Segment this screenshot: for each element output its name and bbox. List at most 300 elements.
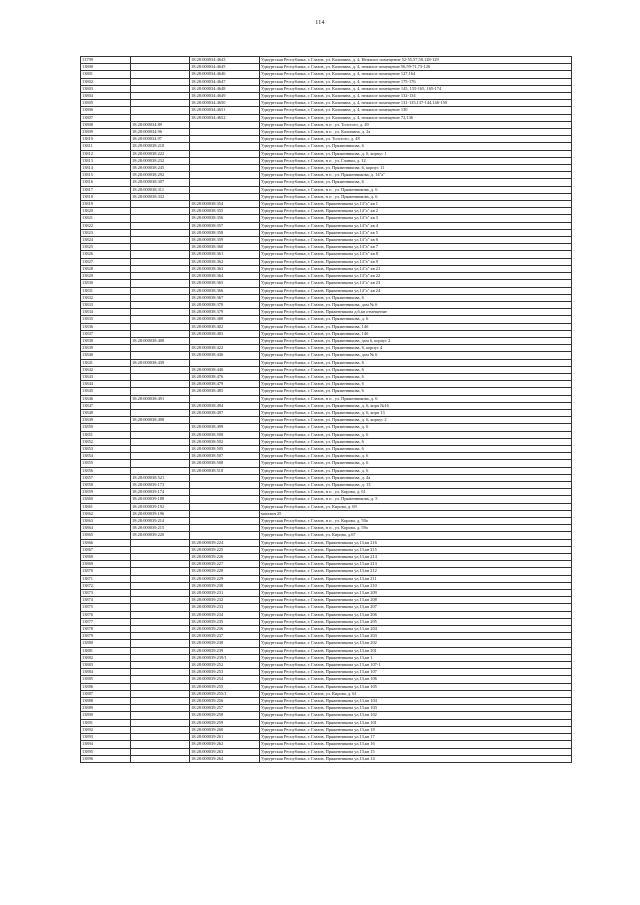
object-cadastral-number-cell — [190, 157, 260, 164]
land-cadastral-number-cell — [131, 453, 190, 460]
table-row — [81, 301, 572, 308]
table-row — [81, 467, 572, 474]
table-row — [81, 546, 572, 553]
object-cadastral-number-cell: 18:28:000038:494 — [190, 402, 260, 409]
object-cadastral-number-cell: 18:28:000039:253 — [190, 669, 260, 676]
table-row — [81, 172, 572, 179]
address-cell: Удмуртская Республика, г. Глазов, Пряженникова ул,13,кв 203 — [260, 633, 572, 640]
row-number-cell: 13811 — [81, 143, 131, 150]
land-cadastral-number-cell — [131, 316, 190, 323]
object-cadastral-number-cell: 18:28:000038:356 — [190, 215, 260, 222]
row-number-cell: 13816 — [81, 179, 131, 186]
object-cadastral-number-cell: 18:28:000038:497 — [190, 409, 260, 416]
object-cadastral-number-cell: 18:28:000038:365 — [190, 280, 260, 287]
address-cell: Удмуртская Республика, г. Глазов, ул. Калинина, д. 4, нежилое помещение 175-176 — [260, 78, 572, 85]
table-row — [81, 222, 572, 229]
object-cadastral-number-cell: 18:28:000039:255/1 — [190, 690, 260, 697]
row-number-cell: 13802 — [81, 78, 131, 85]
table-row — [81, 323, 572, 330]
table-row — [81, 273, 572, 280]
table-row — [81, 330, 572, 337]
address-cell: Удмуртская Республика, г. Глазов, Пряженникова ул,13,кв 215 — [260, 546, 572, 553]
table-row — [81, 143, 572, 150]
table-row — [81, 280, 572, 287]
row-number-cell: 13837 — [81, 330, 131, 337]
row-number-cell: 13870 — [81, 568, 131, 575]
land-cadastral-number-cell — [131, 460, 190, 467]
table-row — [81, 590, 572, 597]
land-cadastral-number-cell — [131, 381, 190, 388]
address-cell: Удмуртская Республика, г. Глазов, ул. Пряженникова, д. 6 — [260, 467, 572, 474]
row-number-cell: 13869 — [81, 561, 131, 568]
table-row — [81, 64, 572, 71]
object-cadastral-number-cell: 18:28:000038:357 — [190, 222, 260, 229]
object-cadastral-number-cell: 18:28:000039:257 — [190, 705, 260, 712]
land-cadastral-number-cell: 18:28:000039:196 — [131, 510, 190, 517]
table-row — [81, 201, 572, 208]
object-cadastral-number-cell: 18:28:000038:354 — [190, 201, 260, 208]
address-cell: Удмуртская Республика, г. Глазов, ул. Пряженникова, 6 — [260, 143, 572, 150]
object-cadastral-number-cell: 18:28:000039:261 — [190, 734, 260, 741]
row-number-cell: 13888 — [81, 698, 131, 705]
object-cadastral-number-cell: 18:28:000038:479 — [190, 381, 260, 388]
land-cadastral-number-cell — [131, 597, 190, 604]
address-cell: Удмуртская Республика, г. Глазов, Пряженникова ул,14"а" кв 23 — [260, 280, 572, 287]
land-cadastral-number-cell — [131, 698, 190, 705]
row-number-cell: 13863 — [81, 518, 131, 525]
object-cadastral-number-cell: 18:28:000039:256 — [190, 698, 260, 705]
object-cadastral-number-cell: 18:28:000038:507 — [190, 453, 260, 460]
address-cell: Удмуртская Республика, г. Глазов, ул. Пряженникова, 6 — [260, 179, 572, 186]
object-cadastral-number-cell — [190, 136, 260, 143]
object-cadastral-number-cell: 18:28:000039:226 — [190, 554, 260, 561]
object-cadastral-number-cell: 18:28:000038:355 — [190, 208, 260, 215]
object-cadastral-number-cell: 18:28:000034:4643 — [190, 57, 260, 64]
address-cell: Удмуртская Республика, г. Глазов, Пряженникова ул,13,кв 213 — [260, 561, 572, 568]
object-cadastral-number-cell: 18:28:000039:254 — [190, 676, 260, 683]
address-cell: Удмуртская Республика, г. Глазов, Пряженникова ул,14"а" кв 5 — [260, 229, 572, 236]
address-cell: Удмуртская Республика, г. Глазов, Пряженникова ул,14"а" кв 8 — [260, 251, 572, 258]
table-row — [81, 460, 572, 467]
row-number-cell: 13818 — [81, 193, 131, 200]
land-cadastral-number-cell — [131, 683, 190, 690]
table-row — [81, 229, 572, 236]
object-cadastral-number-cell: 18:28:000039:230 — [190, 582, 260, 589]
row-number-cell: 13852 — [81, 438, 131, 445]
land-cadastral-number-cell — [131, 726, 190, 733]
address-cell: Удмуртская Республика, г. Глазов, Пряженникова ул,13,кв 207 — [260, 604, 572, 611]
address-cell: Удмуртская Республика, г. Глазов, ул. Пряженникова, д. 6 — [260, 316, 572, 323]
land-cadastral-number-cell — [131, 734, 190, 741]
table-row — [81, 388, 572, 395]
address-cell: Удмуртская Республика, г. Глазов, Пряженникова ул,13,кв 208 — [260, 597, 572, 604]
object-cadastral-number-cell: 18:28:000038:500 — [190, 431, 260, 438]
object-cadastral-number-cell: 18:28:000038:403 — [190, 330, 260, 337]
land-cadastral-number-cell — [131, 388, 190, 395]
land-cadastral-number-cell — [131, 669, 190, 676]
address-cell: Удмуртская Республика, г. Глазов, Пряженникова ул,13,кв 202 — [260, 640, 572, 647]
object-cadastral-number-cell — [190, 489, 260, 496]
address-cell: Удмуртская Республика, г. Глазов, Пряженникова ул,13,кв 101 — [260, 719, 572, 726]
object-cadastral-number-cell: 18:28:000039:234 — [190, 611, 260, 618]
address-cell: Удмуртская Республика, г. Глазов, ул. Калинина, д. 4, нежилое помещение 131-135,137-144,146-150 — [260, 100, 572, 107]
object-cadastral-number-cell: 18:28:000038:380 — [190, 316, 260, 323]
row-number-cell: 13834 — [81, 309, 131, 316]
table-row — [81, 381, 572, 388]
address-cell: Удмуртская Республика, г. Глазов, ул. Пряженникова, 6 — [260, 366, 572, 373]
land-cadastral-number-cell — [131, 100, 190, 107]
object-cadastral-number-cell — [190, 417, 260, 424]
table-row — [81, 496, 572, 503]
row-number-cell: 13892 — [81, 726, 131, 733]
row-number-cell: 13846 — [81, 395, 131, 402]
address-cell: Удмуртская Республика, г. Глазов, Пряженникова ул,14"а" кв 24 — [260, 287, 572, 294]
land-cadastral-number-cell — [131, 690, 190, 697]
table-row — [81, 337, 572, 344]
table-row — [81, 431, 572, 438]
object-cadastral-number-cell — [190, 503, 260, 510]
object-cadastral-number-cell: 18:28:000034:4649 — [190, 93, 260, 100]
table-row — [81, 150, 572, 157]
row-number-cell: 13887 — [81, 690, 131, 697]
land-cadastral-number-cell: 18:28:000039:215 — [131, 525, 190, 532]
address-cell: Удмуртская Республика, г. Глазов, ул. Пряженникова, дом 6, корпус 2 — [260, 337, 572, 344]
table-row — [81, 85, 572, 92]
table-row — [81, 633, 572, 640]
object-cadastral-number-cell: 18:28:000039:237 — [190, 633, 260, 640]
address-cell: Удмуртская Республика, г. Глазов, н п , ул. Пряженникова, д. 6 — [260, 395, 572, 402]
object-cadastral-number-cell — [190, 337, 260, 344]
object-cadastral-number-cell: 18:28:000039:235 — [190, 618, 260, 625]
row-number-cell: 13867 — [81, 546, 131, 553]
object-cadastral-number-cell — [190, 474, 260, 481]
object-cadastral-number-cell — [190, 518, 260, 525]
address-cell: Удмуртская Республика, г. Глазов, н п , ул. Калинина, д. 2а — [260, 129, 572, 136]
land-cadastral-number-cell — [131, 604, 190, 611]
row-number-cell: 13884 — [81, 669, 131, 676]
address-cell: магазин 25 — [260, 510, 572, 517]
table-row — [81, 316, 572, 323]
land-cadastral-number-cell — [131, 107, 190, 114]
table-row — [81, 244, 572, 251]
address-cell: Удмуртская Республика, г. Глазов, Пряженникова ул,13,кв 210 — [260, 582, 572, 589]
row-number-cell: 13880 — [81, 640, 131, 647]
object-cadastral-number-cell: 18:28:000038:358 — [190, 229, 260, 236]
land-cadastral-number-cell: 18:28:000038:222 — [131, 150, 190, 157]
table-row — [81, 402, 572, 409]
land-cadastral-number-cell — [131, 626, 190, 633]
table-row — [81, 669, 572, 676]
table-row — [81, 114, 572, 121]
object-cadastral-number-cell: 18:28:000039:227 — [190, 561, 260, 568]
address-cell: Удмуртская Республика, г. Глазов, ул. Кирова, д. 61 — [260, 690, 572, 697]
land-cadastral-number-cell: 18:28:000038:332 — [131, 193, 190, 200]
address-cell: Удмуртская Республика, г. Глазов, ул. Пряженникова, 14б — [260, 330, 572, 337]
object-cadastral-number-cell — [190, 121, 260, 128]
table-row — [81, 417, 572, 424]
table-row — [81, 395, 572, 402]
row-number-cell: 13866 — [81, 539, 131, 546]
land-cadastral-number-cell: 18:28:000039:220 — [131, 532, 190, 539]
table-row — [81, 726, 572, 733]
table-row — [81, 654, 572, 661]
row-number-cell: 13849 — [81, 417, 131, 424]
object-cadastral-number-cell — [190, 129, 260, 136]
land-cadastral-number-cell — [131, 345, 190, 352]
object-cadastral-number-cell: 18:28:000034:4650 — [190, 100, 260, 107]
object-cadastral-number-cell — [190, 179, 260, 186]
land-cadastral-number-cell — [131, 712, 190, 719]
row-number-cell: 13805 — [81, 100, 131, 107]
table-row — [81, 359, 572, 366]
table-row — [81, 78, 572, 85]
table-row — [81, 676, 572, 683]
address-cell: Удмуртская Республика, г. Глазов, Пряженникова ул,13,кв 201 — [260, 647, 572, 654]
object-cadastral-number-cell — [190, 359, 260, 366]
address-cell: Удмуртская Республика, г. Глазов, н п , ул. Толстого, д. 49 — [260, 121, 572, 128]
address-cell: Удмуртская Республика, г. Глазов, н п , ул. Кирова, д. 59а — [260, 525, 572, 532]
row-number-cell: 13891 — [81, 719, 131, 726]
row-number-cell: 13845 — [81, 388, 131, 395]
address-cell: Удмуртская Республика, г. Глазов, Пряженникова ул,14"а" кв 21 — [260, 265, 572, 272]
row-number-cell: 13808 — [81, 121, 131, 128]
table-row — [81, 647, 572, 654]
object-cadastral-number-cell: 18:28:000039:229 — [190, 575, 260, 582]
row-number-cell: 13828 — [81, 265, 131, 272]
object-cadastral-number-cell: 18:28:000038:367 — [190, 294, 260, 301]
object-cadastral-number-cell: 18:28:000038:362 — [190, 258, 260, 265]
address-cell: Удмуртская Республика, г. Глазов, Пряженникова ул,14"а" кв 22 — [260, 273, 572, 280]
row-number-cell: 13812 — [81, 150, 131, 157]
land-cadastral-number-cell — [131, 748, 190, 755]
address-cell: Удмуртская Республика, г. Глазов, ул. Пряженникова, д. 13 — [260, 481, 572, 488]
address-cell: Удмуртская Республика, г. Глазов, Пряженникова ул,13,кв 211 — [260, 575, 572, 582]
address-cell: Удмуртская Республика, г. Глазов, Пряженникова ул,13,кв 212 — [260, 568, 572, 575]
table-row — [81, 561, 572, 568]
row-number-cell: 13839 — [81, 345, 131, 352]
land-cadastral-number-cell: 18:28:000038:218 — [131, 143, 190, 150]
address-cell: Удмуртская Республика, г. Глазов, Пряженникова ул,13,кв 1 — [260, 654, 572, 661]
table-row — [81, 309, 572, 316]
table-row — [81, 568, 572, 575]
object-cadastral-number-cell — [190, 143, 260, 150]
land-cadastral-number-cell — [131, 654, 190, 661]
land-cadastral-number-cell — [131, 93, 190, 100]
table-row — [81, 453, 572, 460]
table-row — [81, 539, 572, 546]
land-cadastral-number-cell — [131, 402, 190, 409]
address-cell: Удмуртская Республика, г. Глазов, ул. Пряженникова, 6 — [260, 388, 572, 395]
object-cadastral-number-cell: 18:28:000039:239 — [190, 647, 260, 654]
table-row — [81, 503, 572, 510]
row-number-cell: 13809 — [81, 129, 131, 136]
address-cell: Удмуртская Республика, г. Глазов, н п , ул. Пряженникова, д. 5 — [260, 496, 572, 503]
land-cadastral-number-cell — [131, 229, 190, 236]
land-cadastral-number-cell — [131, 647, 190, 654]
object-cadastral-number-cell: 18:28:000038:502 — [190, 438, 260, 445]
row-number-cell: 13814 — [81, 165, 131, 172]
row-number-cell: 13841 — [81, 359, 131, 366]
table-row — [81, 258, 572, 265]
address-cell: Удмуртская Республика, г. Глазов, Пряженникова ул,13,кв 206 — [260, 611, 572, 618]
row-number-cell: 13844 — [81, 381, 131, 388]
row-number-cell: 13815 — [81, 172, 131, 179]
address-cell: Удмуртская Республика, г. Глазов, ул. Пряженникова, д. 6 — [260, 453, 572, 460]
address-cell: Удмуртская Республика, г. Глазов, Пряженникова ул,13,кв 104 — [260, 698, 572, 705]
row-number-cell: 13893 — [81, 734, 131, 741]
address-cell: Удмуртская Республика, г. Глазов, Пряженникова ул,14"а" кв 2 — [260, 208, 572, 215]
object-cadastral-number-cell: 18:28:000039:236 — [190, 626, 260, 633]
object-cadastral-number-cell: 18:28:000034:4651 — [190, 107, 260, 114]
land-cadastral-number-cell — [131, 575, 190, 582]
land-cadastral-number-cell — [131, 539, 190, 546]
object-cadastral-number-cell: 18:28:000038:366 — [190, 287, 260, 294]
address-cell: Удмуртская Республика, г. Глазов, ул. Пряженникова, д. 6, корп 13 — [260, 409, 572, 416]
row-number-cell: 13871 — [81, 575, 131, 582]
land-cadastral-number-cell: 18:28:000038:232 — [131, 157, 190, 164]
address-cell: Удмуртская Республика, г. Глазов, н п , ул. Кирова, д. 59а — [260, 518, 572, 525]
row-number-cell: 13850 — [81, 424, 131, 431]
object-cadastral-number-cell: 18:28:000039:259 — [190, 719, 260, 726]
row-number-cell: 13838 — [81, 337, 131, 344]
row-number-cell: 13825 — [81, 244, 131, 251]
row-number-cell: 13831 — [81, 287, 131, 294]
table-row — [81, 352, 572, 359]
address-cell: Удмуртская Республика, г. Глазов, ул. Пряженникова, 6, корпус 4 — [260, 345, 572, 352]
object-cadastral-number-cell: 18:28:000038:518 — [190, 467, 260, 474]
row-number-cell: 13824 — [81, 237, 131, 244]
table-row — [81, 698, 572, 705]
land-cadastral-number-cell — [131, 705, 190, 712]
object-cadastral-number-cell — [190, 150, 260, 157]
object-cadastral-number-cell: 18:28:000038:360 — [190, 244, 260, 251]
object-cadastral-number-cell: 18:28:000038:378 — [190, 301, 260, 308]
row-number-cell: 13803 — [81, 85, 131, 92]
object-cadastral-number-cell: 18:28:000038:364 — [190, 273, 260, 280]
table-row — [81, 136, 572, 143]
table-row — [81, 121, 572, 128]
land-cadastral-number-cell — [131, 640, 190, 647]
row-number-cell: 13872 — [81, 582, 131, 589]
object-cadastral-number-cell: 18:28:000038:499 — [190, 424, 260, 431]
row-number-cell: 13873 — [81, 590, 131, 597]
address-cell: Удмуртская Республика, г. Глазов, ул. Толстого, д. 48 — [260, 136, 572, 143]
row-number-cell: 13862 — [81, 510, 131, 517]
row-number-cell: 13877 — [81, 618, 131, 625]
address-cell: Удмуртская Республика, г. Глазов, ул. Калинина, д. 4, нежилое помещение 130 — [260, 107, 572, 114]
table-row — [81, 474, 572, 481]
address-cell: Удмуртская Республика, г. Глазов, ул. Пряженникова, 14б — [260, 323, 572, 330]
row-number-cell: 13840 — [81, 352, 131, 359]
row-number-cell: 13799 — [81, 57, 131, 64]
land-cadastral-number-cell — [131, 237, 190, 244]
row-number-cell: 13820 — [81, 208, 131, 215]
object-cadastral-number-cell: 18:28:000039:232 — [190, 597, 260, 604]
address-cell: Удмуртская Республика, г. Глазов, Пряженникова ул,13,кв 18 — [260, 726, 572, 733]
table-row — [81, 611, 572, 618]
address-cell: Удмуртская Республика, г. Глазов, ул. Пряженникова, д. 6 — [260, 424, 572, 431]
object-cadastral-number-cell: 18:28:000039:239/1 — [190, 654, 260, 661]
land-cadastral-number-cell — [131, 294, 190, 301]
object-cadastral-number-cell: 18:28:000039:260 — [190, 726, 260, 733]
row-number-cell: 13889 — [81, 705, 131, 712]
land-cadastral-number-cell — [131, 323, 190, 330]
address-cell: Удмуртская Республика, г. Глазов, ул. Калинина, д. 4, нежилое помещение 132-134 — [260, 93, 572, 100]
address-cell: Удмуртская Республика, г. Глазов, Пряженникова ул,13,кв 214 — [260, 554, 572, 561]
land-cadastral-number-cell — [131, 424, 190, 431]
land-cadastral-number-cell — [131, 582, 190, 589]
land-cadastral-number-cell — [131, 546, 190, 553]
row-number-cell: 13807 — [81, 114, 131, 121]
address-cell: Удмуртская Республика, г. Глазов, ул. Пряженникова, 6, корпус 11 — [260, 165, 572, 172]
address-cell: Удмуртская Республика, г. Глазов, Пряженникова ул,13,кв 106 — [260, 676, 572, 683]
row-number-cell: 13832 — [81, 294, 131, 301]
table-row — [81, 265, 572, 272]
object-cadastral-number-cell: 18:28:000039:258 — [190, 712, 260, 719]
land-cadastral-number-cell — [131, 676, 190, 683]
row-number-cell: 13813 — [81, 157, 131, 164]
object-cadastral-number-cell: 18:28:000039:228 — [190, 568, 260, 575]
table-row — [81, 186, 572, 193]
row-number-cell: 13822 — [81, 222, 131, 229]
row-number-cell: 13859 — [81, 489, 131, 496]
table-row — [81, 373, 572, 380]
table-row — [81, 100, 572, 107]
address-cell: Удмуртская Республика, г. Глазов, Пряженникова ул,13,кв 102 — [260, 712, 572, 719]
row-number-cell: 13810 — [81, 136, 131, 143]
object-cadastral-number-cell: 18:28:000039:225 — [190, 546, 260, 553]
address-cell: Удмуртская Республика, г. Глазов, Пряженникова ул,13,кв 105 — [260, 683, 572, 690]
table-row — [81, 438, 572, 445]
row-number-cell: 13843 — [81, 373, 131, 380]
land-cadastral-number-cell: 18:28:000038:292 — [131, 172, 190, 179]
row-number-cell: 13821 — [81, 215, 131, 222]
land-cadastral-number-cell — [131, 633, 190, 640]
row-number-cell: 13894 — [81, 741, 131, 748]
land-cadastral-number-cell: 18:28:000038:521 — [131, 474, 190, 481]
land-cadastral-number-cell — [131, 741, 190, 748]
table-row — [81, 582, 572, 589]
address-cell: Удмуртская Республика, г. Глазов, Пряженникова д.6,кв отмещение — [260, 309, 572, 316]
row-number-cell: 13890 — [81, 712, 131, 719]
address-cell: Удмуртская Республика, г. Глазов, н п , ул. Пряженникова, д. 14"а" — [260, 172, 572, 179]
land-cadastral-number-cell — [131, 373, 190, 380]
land-cadastral-number-cell — [131, 431, 190, 438]
address-cell: Удмуртская Республика, г. Глазов, Пряженникова ул,14"а" кв 6 — [260, 237, 572, 244]
land-cadastral-number-cell — [131, 611, 190, 618]
object-cadastral-number-cell: 18:28:000038:505 — [190, 445, 260, 452]
row-number-cell: 13874 — [81, 597, 131, 604]
row-number-cell: 13882 — [81, 654, 131, 661]
land-cadastral-number-cell — [131, 467, 190, 474]
land-cadastral-number-cell: 18:28:000038:307 — [131, 179, 190, 186]
row-number-cell: 13830 — [81, 280, 131, 287]
land-cadastral-number-cell — [131, 114, 190, 121]
address-cell: Удмуртская Республика, г. Глазов, ул. Калинина, д. 4, нежилое помещение 127,164 — [260, 71, 572, 78]
land-cadastral-number-cell: 18:28:000038:245 — [131, 165, 190, 172]
object-cadastral-number-cell: 18:28:000038:508 — [190, 460, 260, 467]
land-cadastral-number-cell — [131, 78, 190, 85]
row-number-cell: 13835 — [81, 316, 131, 323]
land-cadastral-number-cell — [131, 85, 190, 92]
table-row — [81, 157, 572, 164]
table-row — [81, 690, 572, 697]
object-cadastral-number-cell: 18:28:000038:485 — [190, 388, 260, 395]
table-row — [81, 734, 572, 741]
object-cadastral-number-cell: 18:28:000039:238 — [190, 640, 260, 647]
page-number: 114 — [315, 20, 325, 26]
table-row — [81, 554, 572, 561]
